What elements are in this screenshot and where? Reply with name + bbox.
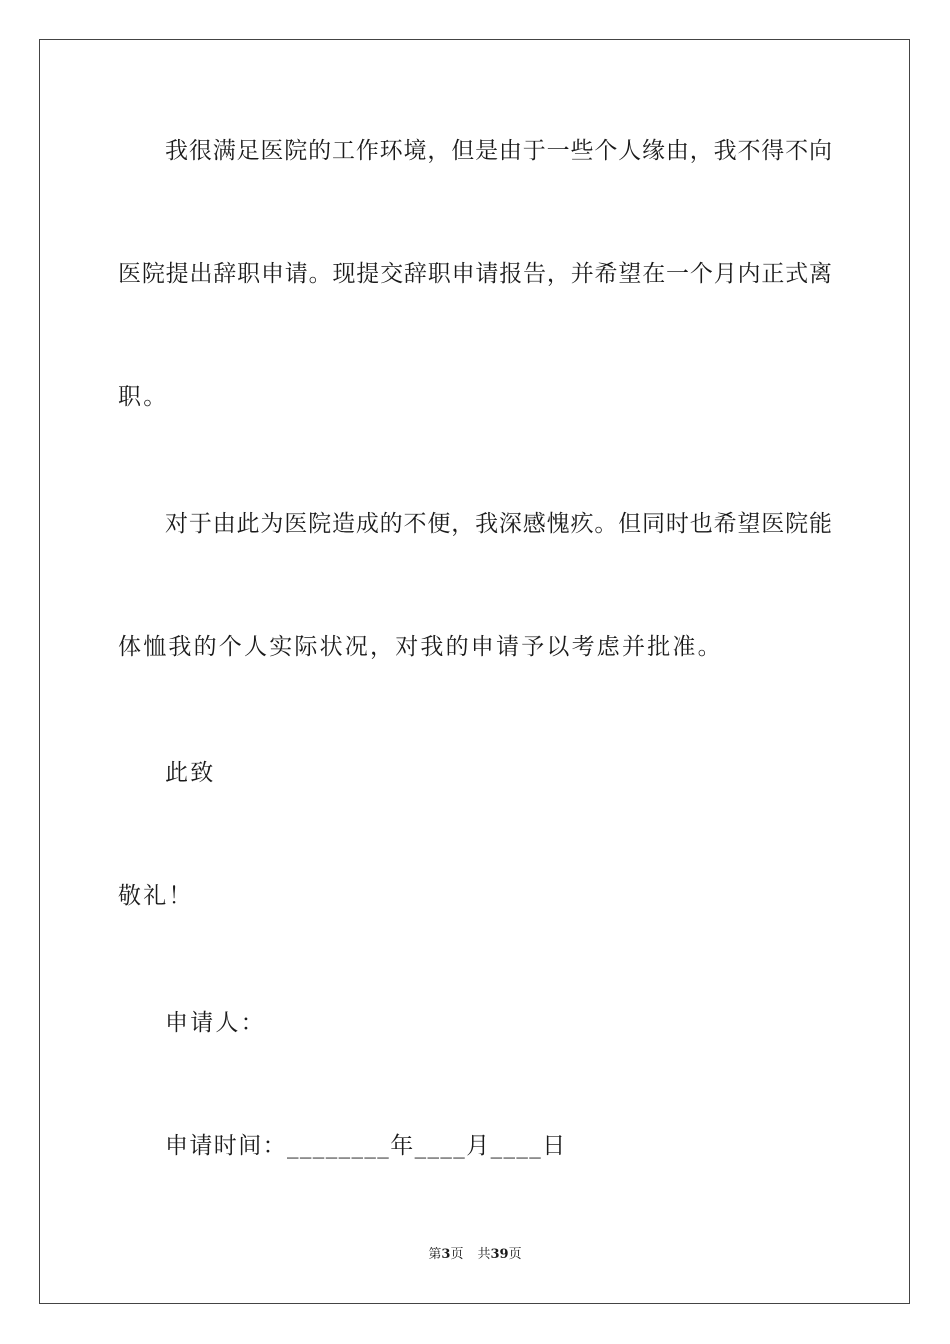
closing-text: 此致: [165, 760, 216, 786]
page-frame: [39, 39, 910, 1304]
page-number: 3: [441, 1247, 451, 1262]
total-pages: 39: [490, 1247, 509, 1262]
applicant-label: 申请人：: [165, 1010, 266, 1036]
paragraph-2-line-1: 对于由此为医院造成的不便，我深感愧疚。但同时也希望医院能: [165, 511, 832, 537]
page-suffix: 页: [450, 1247, 464, 1262]
paragraph-2-line-2: 体恤我的个人实际状况，对我的申请予以考虑并批准。: [118, 634, 723, 660]
paragraph-1-line-1: 我很满足医院的工作环境，但是由于一些个人缘由，我不得不向: [165, 138, 832, 164]
paragraph-1-line-3: 职。: [118, 384, 169, 410]
page-footer: [0, 1246, 950, 1264]
total-suffix: 页: [508, 1247, 522, 1262]
application-date-line: 申请时间：________年____月____日: [165, 1133, 567, 1159]
paragraph-1-line-2: 医院提出辞职申请。现提交辞职申请报告，并希望在一个月内正式离: [118, 261, 832, 287]
page-prefix: 第: [428, 1247, 442, 1262]
salute-text: 敬礼！: [118, 883, 194, 909]
total-prefix: 共: [477, 1247, 491, 1262]
